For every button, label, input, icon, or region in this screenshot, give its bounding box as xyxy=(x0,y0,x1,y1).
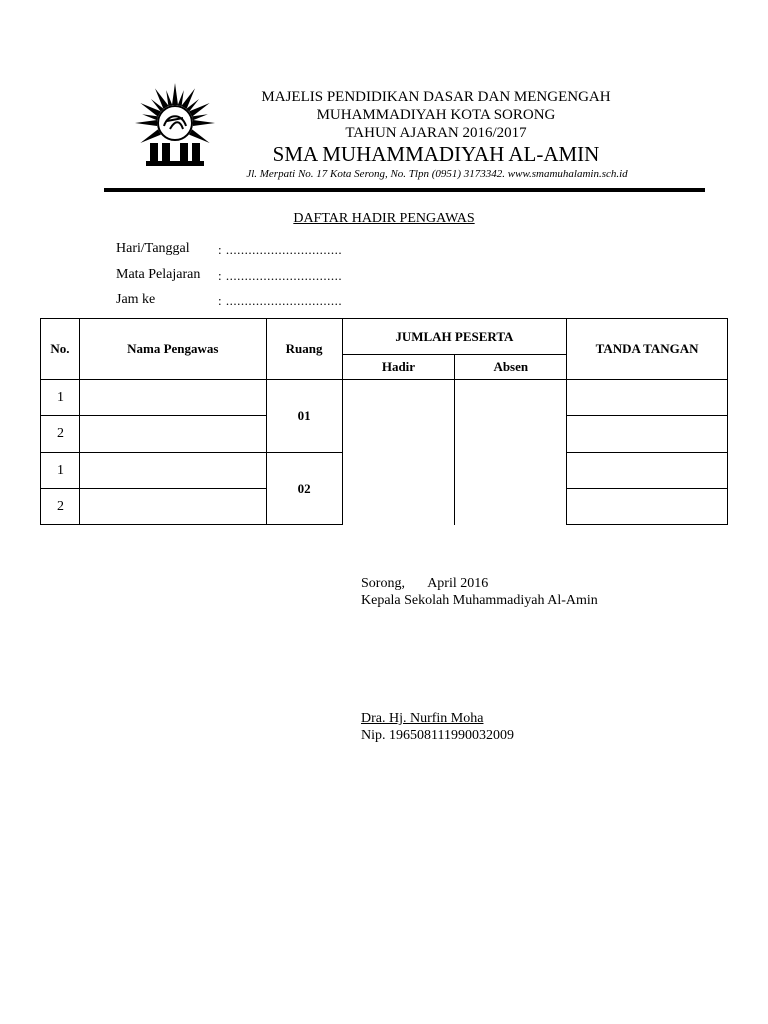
signature-city: Sorong, xyxy=(361,576,405,591)
attendance-table xyxy=(40,318,728,525)
signature-place-date xyxy=(361,576,488,592)
tanda-cell[interactable] xyxy=(567,489,728,525)
ruang-cell: 02 xyxy=(266,453,342,525)
tanda-cell[interactable] xyxy=(567,416,728,453)
nama-cell[interactable] xyxy=(79,489,266,525)
row-number: 2 xyxy=(41,416,80,453)
header-nama-pengawas: Nama Pengawas xyxy=(79,319,266,380)
nama-cell[interactable] xyxy=(79,380,266,416)
hadir-cell[interactable] xyxy=(342,453,455,525)
school-address: Jl. Merpati No. 17 Kota Serong, No. Tlpn (0951) 3173342. www.smamuhalamin.sch.id xyxy=(246,168,628,180)
header-ruang: Ruang xyxy=(266,319,342,380)
tanda-cell[interactable] xyxy=(567,380,728,416)
header-jumlah-peserta: JUMLAH PESERTA xyxy=(342,319,567,355)
header-line-1: MAJELIS PENDIDIKAN DASAR DAN MENGENGAH xyxy=(261,89,611,105)
school-name: SMA MUHAMMADIYAH AL-AMIN xyxy=(272,142,600,166)
row-number: 1 xyxy=(41,453,80,489)
table-row xyxy=(41,453,728,489)
field-label-jam: Jam ke xyxy=(116,292,156,307)
tanda-cell[interactable] xyxy=(567,453,728,489)
signature-nip: Nip. 196508111990032009 xyxy=(361,728,514,743)
field-value-mapel: : ............................... xyxy=(218,268,343,283)
signature-month: April 2016 xyxy=(427,576,489,591)
row-number: 2 xyxy=(41,489,80,525)
document-title: DAFTAR HADIR PENGAWAS xyxy=(293,211,475,226)
muhammadiyah-logo-icon xyxy=(132,83,218,169)
header-no: No. xyxy=(41,319,80,380)
ruang-cell: 01 xyxy=(266,380,342,453)
nama-cell[interactable] xyxy=(79,453,266,489)
header-line-2: MUHAMMADIYAH KOTA SORONG xyxy=(316,107,556,123)
row-number: 1 xyxy=(41,380,80,416)
header-tanda-tangan: TANDA TANGAN xyxy=(567,319,728,380)
header-line-3: TAHUN AJARAN 2016/2017 xyxy=(345,125,527,141)
header-divider xyxy=(104,188,705,192)
table-row xyxy=(41,380,728,416)
nama-cell[interactable] xyxy=(79,416,266,453)
signature-name: Dra. Hj. Nurfin Moha xyxy=(361,711,484,726)
header-hadir: Hadir xyxy=(342,355,455,380)
field-value-hari: : ............................... xyxy=(218,242,343,257)
field-label-mapel: Mata Pelajaran xyxy=(116,267,201,282)
signature-position: Kepala Sekolah Muhammadiyah Al-Amin xyxy=(361,593,598,608)
field-label-hari: Hari/Tanggal xyxy=(116,241,190,256)
hadir-cell[interactable] xyxy=(342,380,455,453)
absen-cell[interactable] xyxy=(455,453,567,525)
field-value-jam: : ............................... xyxy=(218,293,343,308)
header-absen: Absen xyxy=(455,355,567,380)
absen-cell[interactable] xyxy=(455,380,567,453)
